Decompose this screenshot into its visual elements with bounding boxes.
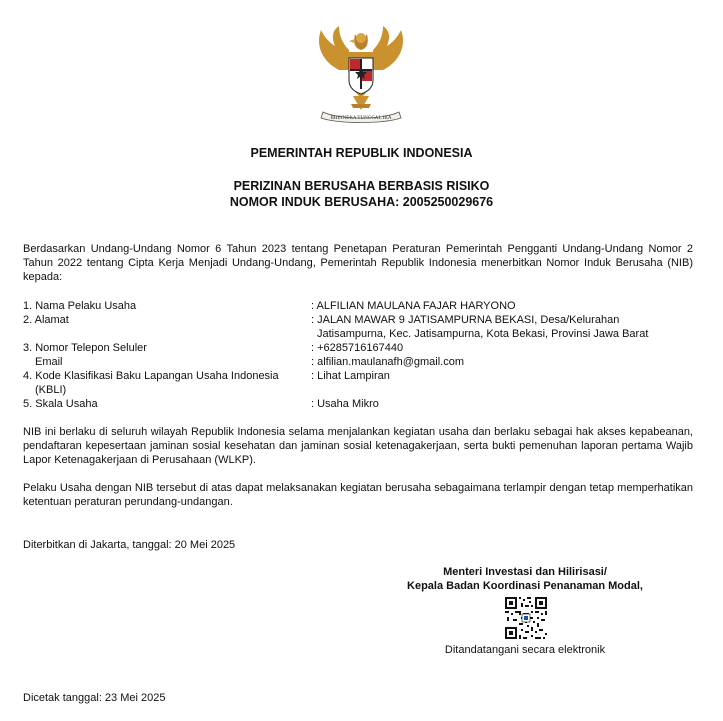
- obligation-paragraph: Pelaku Usaha dengan NIB tersebut di atas dapat melaksanakan kegiatan berusaha sebagaimana terlampir dengan tetap memperhatikan ketentuan peraturan perundang-undangan.: [23, 482, 693, 508]
- field-label: Email: [35, 356, 63, 368]
- e-signature-note: Ditandatangani secara elektronik: [444, 644, 606, 656]
- validity-paragraph: NIB ini berlaku di seluruh wilayah Republik Indonesia selama menjalankan kegiatan usaha dan berlaku sebagai hak akses kepabeanan, pendaftaran kepesertaan jaminan sosial kesehatan dan jaminan sosial ketenagakerjaan, serta bukti pemenuhan laporan pertama Wajib Lapor Ketenagakerjaan di Perusahaan (WLKP).: [23, 426, 693, 466]
- document-title: PERIZINAN BERUSAHA BERBASIS RISIKO: [233, 179, 490, 193]
- field-value: : Lihat Lampiran: [311, 370, 390, 382]
- field-value: : +6285716167440: [311, 342, 404, 354]
- field-value: : JALAN MAWAR 9 JATISAMPURNA BEKASI, Desa/Kelurahan: [311, 314, 620, 326]
- field-label: 1. Nama Pelaku Usaha: [23, 300, 137, 312]
- field-label: 3. Nomor Telepon Seluler: [23, 342, 147, 354]
- field-value: : Usaha Mikro: [311, 398, 379, 410]
- svg-text:BHINNEKA TUNGGAL IKA: BHINNEKA TUNGGAL IKA: [330, 116, 392, 121]
- field-label: 4. Kode Klasifikasi Baku Lapangan Usaha Indonesia: [23, 370, 279, 382]
- nib-number: NOMOR INDUK BERUSAHA: 2005250029676: [229, 195, 494, 209]
- signer-office: Kepala Badan Koordinasi Penanaman Modal,: [407, 580, 643, 592]
- field-label: 5. Skala Usaha: [23, 398, 98, 410]
- field-value: : ALFILIAN MAULANA FAJAR HARYONO: [311, 300, 516, 312]
- field-value: : alfilian.maulanafh@gmail.com: [311, 356, 465, 368]
- qr-code-icon: [504, 596, 548, 640]
- government-heading: PEMERINTAH REPUBLIK INDONESIA: [250, 146, 473, 160]
- field-value-cont: Jatisampurna, Kec. Jatisampurna, Kota Bekasi, Provinsi Jawa Barat: [317, 328, 649, 340]
- field-label-cont: (KBLI): [35, 384, 67, 396]
- printed-date: Dicetak tanggal: 23 Mei 2025: [23, 692, 166, 704]
- garuda-pancasila-emblem: [309, 24, 413, 124]
- field-label: 2. Alamat: [23, 314, 69, 326]
- intro-paragraph: Berdasarkan Undang-Undang Nomor 6 Tahun 2023 tentang Penetapan Peraturan Pemerintah Pengganti Undang-Undang Nomor 2 Tahun 2022 tentang Cipta Kerja Menjadi Undang-Undang, Pemerintah Republik Indonesia menerbitkan Nomor Induk Berusaha (NIB) kepada:: [23, 243, 693, 283]
- issued-date: Diterbitkan di Jakarta, tanggal: 20 Mei 2025: [23, 539, 236, 551]
- signer-title: Menteri Investasi dan Hilirisasi/: [443, 566, 607, 578]
